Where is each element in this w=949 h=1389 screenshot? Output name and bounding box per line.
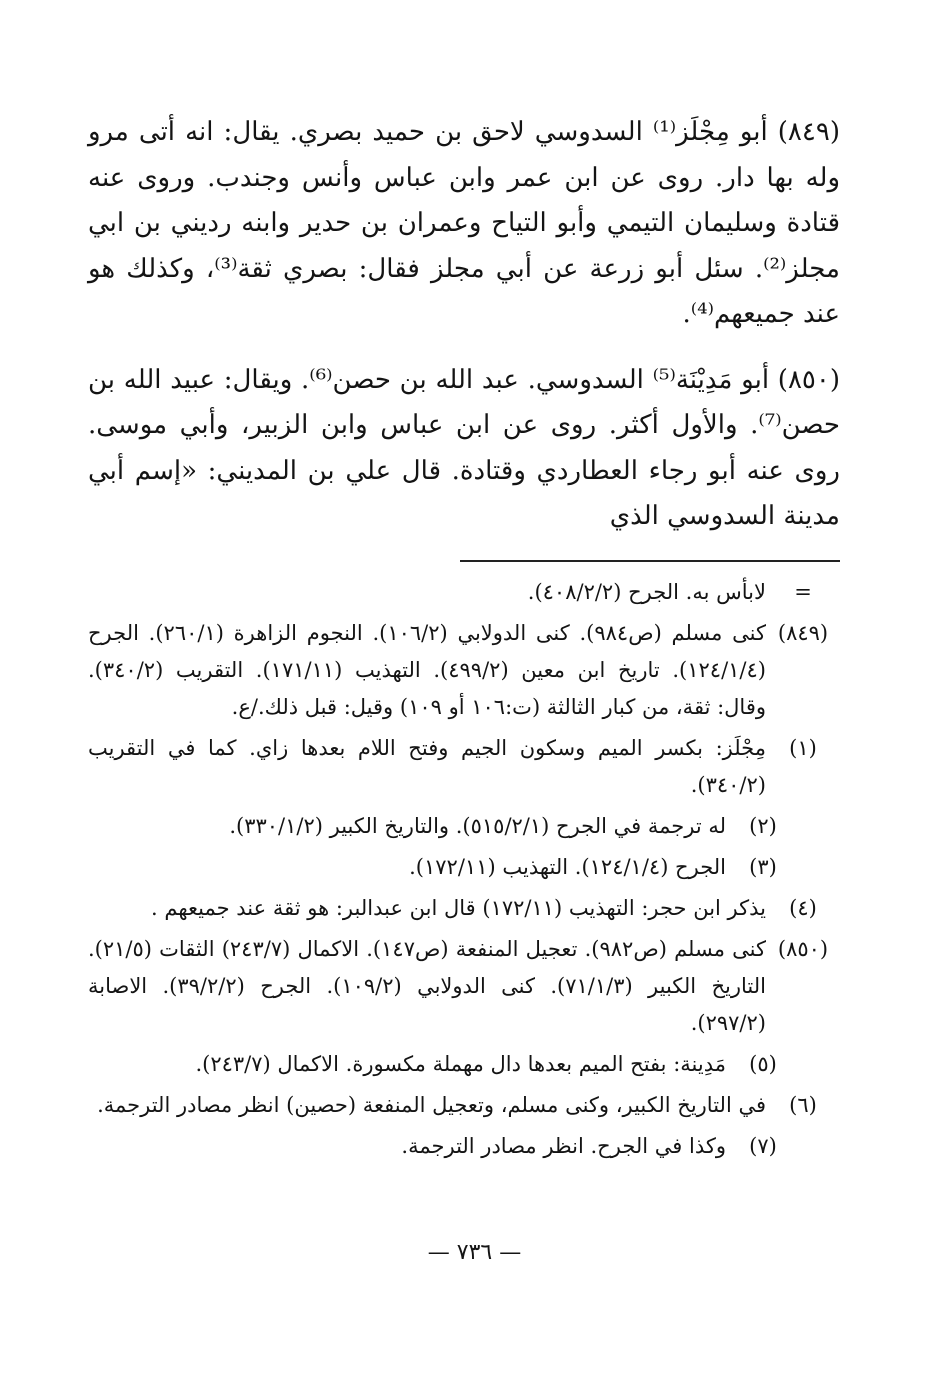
footnote-text: وكذا في الجرح. انظر مصادر الترجمة. bbox=[401, 1133, 726, 1158]
footnote-text: يذكر ابن حجر: التهذيب (١٧٢/١١) قال ابن عبدالبر: هو ثقة عند جميعهم . bbox=[151, 895, 766, 920]
footnote-text: مِجْلَز: بكسر الميم وسكون الجيم وفتح اللام بعدها زاي. كما في التقريب (٣٤٠/٢). bbox=[88, 735, 766, 797]
footnote-number: (٢) bbox=[749, 813, 777, 838]
footnote-number: (٦) bbox=[789, 1092, 817, 1117]
footnote-text: مَدِينة: بفتح الميم بعدها دال مهملة مكسورة. الاكمال (٢٤٣/٧). bbox=[195, 1051, 726, 1076]
footnote-text: له ترجمة في الجرح (٥١٥/٢/١). والتاريخ الكبير (٣٣٠/١/٢). bbox=[229, 813, 726, 838]
entry-850-paragraph: (٨٥٠) أبو مَدِيْنَة⁽⁵⁾ السدوسي. عبد الله بن حصن⁽⁶⁾. ويقال: عبيد الله بن حصن⁽⁷⁾. والأول أكثر. روى عن ابن عباس وابن الزبير، وأبي موسى. روى عنه أبو رجاء العطاردي وقتادة. قال علي بن المديني: «إسم أبي مدينة السدوسي الذي bbox=[88, 364, 841, 531]
footnote-number: (٥) bbox=[749, 1051, 777, 1076]
footnote-text: كنى مسلم (ص٩٨٤). كنى الدولابي (١٠٦/٢). النجوم الزاهرة (٢٦٠/١). الجرح (١٢٤/١/٤). تاريخ ابن معين (٤٩٩/٢). التهذيب (١٧١/١١). التقريب (٣٤٠/٢). وقال: ثقة، من كبار الثالثة (ت:١٠٦ أو ١٠٩) وقيل: قبل ذلك./ع. bbox=[88, 620, 766, 719]
footnote-number: (٧) bbox=[749, 1133, 777, 1158]
footnote bbox=[88, 1046, 840, 1083]
book-page bbox=[88, 110, 840, 1350]
footnote-number: (٨٤٩) bbox=[777, 620, 829, 645]
footnote bbox=[88, 1087, 840, 1124]
footnote bbox=[88, 574, 840, 611]
footnote bbox=[88, 730, 840, 804]
footnote bbox=[88, 890, 840, 927]
footnote bbox=[88, 615, 840, 726]
footnote-number: (١) bbox=[789, 735, 817, 760]
footnote-text: لابأس به. الجرح (٤٠٨/٢/٢). bbox=[527, 579, 766, 604]
footnote bbox=[88, 931, 840, 1042]
footnotes bbox=[88, 574, 840, 1165]
page-number: — ٧٣٦ — bbox=[427, 1240, 522, 1265]
footnote-number: = bbox=[794, 579, 812, 604]
footnote-separator bbox=[460, 560, 840, 562]
footnote-number: (٣) bbox=[749, 854, 777, 879]
footnote-number: (٨٥٠) bbox=[777, 936, 829, 961]
entry-849-paragraph: (٨٤٩) أبو مِجْلَز⁽¹⁾ السدوسي لاحق بن حميد بصري. يقال: انه أتى مرو وله بها دار. روى عن ابن عمر وابن عباس وأنس وجندب. وروى عنه قتادة وسليمان التيمي وأبو التياح وعمران بن حدير وابنه رديني بن ابي مجلز⁽²⁾. سئل أبو زرعة عن أبي مجلز فقال: بصري ثقة⁽³⁾، وكذلك هو عند جميعهم⁽⁴⁾. bbox=[88, 117, 840, 329]
footnote bbox=[88, 1128, 840, 1165]
footnote-text: الجرح (١٢٤/١/٤). التهذيب (١٧٢/١١). bbox=[409, 854, 726, 879]
footnote bbox=[88, 808, 840, 845]
footnote-text: كنى مسلم (ص٩٨٢). تعجيل المنفعة (ص١٤٧). الاكمال (٢٤٣/٧) الثقات (٢١/٥). التاريخ الكبير (٧١/١/٣). كنى الدولابي (١٠٩/٢). الجرح (٣٩/٢/٢). الاصابة (٢٩٧/٢). bbox=[88, 936, 766, 1035]
footnote bbox=[88, 849, 840, 886]
footnote-number: (٤) bbox=[789, 895, 817, 920]
footnote-text: في التاريخ الكبير، وكنى مسلم، وتعجيل المنفعة (حصين) انظر مصادر الترجمة. bbox=[97, 1092, 766, 1117]
main-text bbox=[88, 110, 840, 540]
